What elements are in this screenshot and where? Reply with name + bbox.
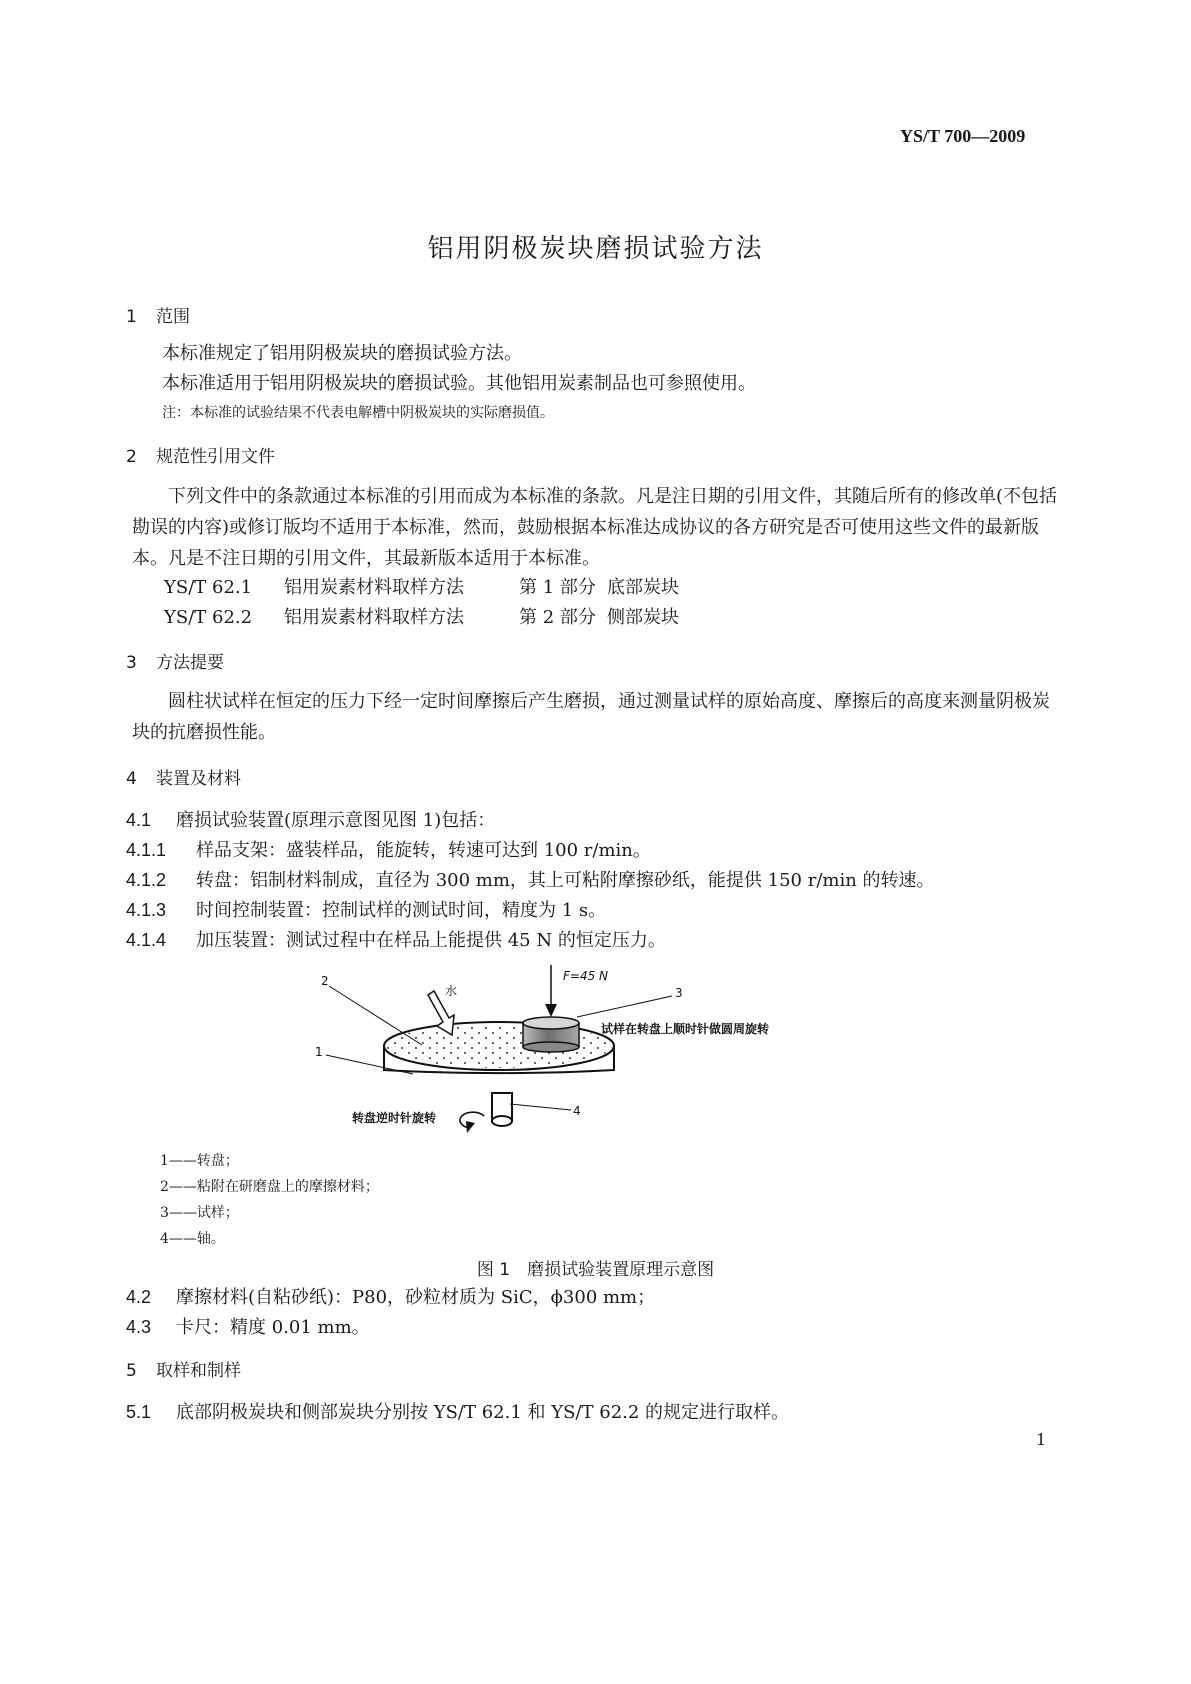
reference-part: 第 1 部分 xyxy=(519,577,596,598)
clause-text: 摩擦材料(自粘砂纸)：P80，砂粒材质为 SiC，ϕ300 mm； xyxy=(176,1287,656,1308)
section-2-heading xyxy=(126,442,275,467)
disc-rotation-label: 转盘逆时针旋转 xyxy=(352,1111,437,1125)
shaft xyxy=(492,1093,512,1126)
legend-item: 4——轴。 xyxy=(160,1231,225,1247)
reference-part: 第 2 部分 xyxy=(519,607,596,628)
section-4-heading xyxy=(126,764,241,789)
section-1-paragraph-1: 本标准规定了铝用阴极炭块的磨损试验方法。 xyxy=(162,343,522,364)
legend-item: 1——转盘； xyxy=(160,1153,239,1169)
clause-4-1-4 xyxy=(126,926,666,952)
clause-4-1-2 xyxy=(126,866,935,892)
page-number: 1 xyxy=(1036,1430,1047,1449)
clause-text: 磨损试验装置(原理示意图见图 1)包括： xyxy=(176,810,496,831)
section-2-paragraph: 下列文件中的条款通过本标准的引用而成为本标准的条款。凡是注日期的引用文件，其随后所有的修改单(不包括勘误的内容)或修订版均不适用于本标准，然而，鼓励根据本标准达成协议的各方研究是否可使用这些文件的最新版本。凡是不注日期的引用文件，其最新版本适用于本标准。 xyxy=(132,486,1058,569)
section-title: 范围 xyxy=(156,307,190,327)
clause-number: 4.3 xyxy=(126,1317,152,1337)
callout-3: 3 xyxy=(675,986,683,1000)
reference-name: 底部炭块 xyxy=(607,577,679,598)
section-5-heading xyxy=(126,1356,241,1381)
section-1-paragraph-2: 本标准适用于铝用阴极炭块的磨损试验。其他铝用炭素制品也可参照使用。 xyxy=(162,373,756,394)
reference-name: 侧部炭块 xyxy=(607,607,679,628)
clause-text: 底部阴极炭块和侧部炭块分别按 YS/T 62.1 和 YS/T 62.2 的规定进行取样。 xyxy=(176,1402,790,1423)
callout-1: 1 xyxy=(315,1045,323,1059)
section-1-heading xyxy=(126,302,190,327)
section-number: 3 xyxy=(126,653,137,673)
clause-5-1 xyxy=(126,1398,789,1424)
sample-rotation-label: 试样在转盘上顺时针做圆周旋转 xyxy=(601,1022,770,1036)
counterclockwise-arrow-icon xyxy=(460,1112,484,1133)
callout-4: 4 xyxy=(573,1104,581,1118)
clause-number: 4.1.2 xyxy=(126,870,167,890)
wear-test-apparatus-figure xyxy=(300,955,820,1145)
section-title: 装置及材料 xyxy=(156,769,241,789)
clause-4-1-3 xyxy=(126,896,606,922)
force-label: F=45 N xyxy=(563,969,609,983)
clause-number: 4.1.1 xyxy=(126,840,167,860)
callout-2: 2 xyxy=(321,974,329,988)
section-number: 1 xyxy=(126,307,137,327)
section-number: 5 xyxy=(126,1361,137,1381)
section-title: 规范性引用文件 xyxy=(156,447,275,467)
reference-code: YS/T 62.2 xyxy=(164,607,253,628)
standard-code: YS/T 700—2009 xyxy=(900,126,1026,146)
reference-title: 铝用炭素材料取样方法 xyxy=(284,607,464,628)
reference-item xyxy=(164,603,679,629)
clause-4-1 xyxy=(126,806,495,832)
section-number: 4 xyxy=(126,769,137,789)
reference-code: YS/T 62.1 xyxy=(164,577,253,598)
section-title: 方法提要 xyxy=(156,653,224,673)
clause-4-2 xyxy=(126,1283,655,1309)
clause-number: 4.2 xyxy=(126,1287,152,1307)
reference-item xyxy=(164,573,679,599)
water-label: 水 xyxy=(445,984,458,998)
reference-title: 铝用炭素材料取样方法 xyxy=(284,577,464,598)
section-title: 取样和制样 xyxy=(156,1361,241,1381)
section-3-heading xyxy=(126,648,224,673)
section-3-paragraph: 圆柱状试样在恒定的压力下经一定时间摩擦后产生磨损，通过测量试样的原始高度、摩擦后的高度来测量阴极炭块的抗磨损性能。 xyxy=(132,691,1050,743)
clause-number: 4.1.4 xyxy=(126,930,167,950)
clause-4-3 xyxy=(126,1313,370,1339)
clause-text: 加压装置：测试过程中在样品上能提供 45 N 的恒定压力。 xyxy=(196,930,666,951)
clause-4-1-1 xyxy=(126,836,651,862)
force-arrow-icon xyxy=(545,965,557,1017)
clause-number: 4.1.3 xyxy=(126,900,167,920)
legend-item: 3——试样； xyxy=(160,1205,239,1221)
document-title: 铝用阴极炭块磨损试验方法 xyxy=(427,234,764,264)
clause-text: 样品支架：盛装样品，能旋转，转速可达到 100 r/min。 xyxy=(196,840,651,861)
figure-caption: 图 1 磨损试验装置原理示意图 xyxy=(476,1260,715,1280)
legend-item: 2——粘附在研磨盘上的摩擦材料； xyxy=(160,1179,379,1195)
clause-text: 卡尺：精度 0.01 mm。 xyxy=(176,1317,370,1338)
clause-number: 5.1 xyxy=(126,1402,152,1422)
section-number: 2 xyxy=(126,447,137,467)
clause-text: 转盘：铝制材料制成，直径为 300 mm，其上可粘附摩擦砂纸，能提供 150 r/min 的转速。 xyxy=(196,870,935,891)
section-1-note: 注：本标准的试验结果不代表电解槽中阴极炭块的实际磨损值。 xyxy=(162,405,554,421)
sample-cylinder xyxy=(523,1017,579,1052)
clause-number: 4.1 xyxy=(126,810,152,830)
clause-text: 时间控制装置：控制试样的测试时间，精度为 1 s。 xyxy=(196,900,607,921)
